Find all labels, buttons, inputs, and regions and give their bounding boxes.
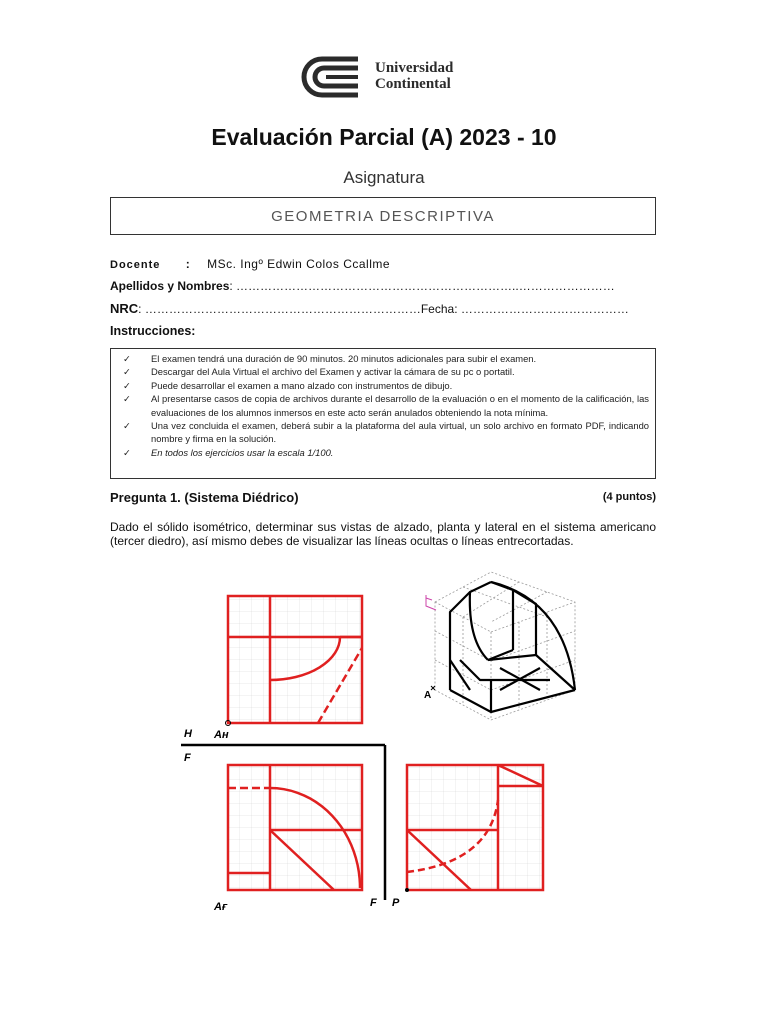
question-points: (4 puntos)	[602, 491, 656, 503]
label-p: P	[392, 897, 400, 909]
isometric-solid	[424, 572, 575, 720]
nrc-dots: : ……………………………………………………………	[138, 302, 421, 316]
apellidos-dots: : ……………………………………………………………..……………………	[229, 279, 615, 293]
logo-line-2: Continental	[375, 76, 451, 92]
instruction-item: ✓ Descargar del Aula Virtual el archivo del Examen y activar la cámara de su pc o portatil.	[123, 366, 515, 378]
course-name-box: GEOMETRIA DESCRIPTIVA	[110, 197, 656, 235]
exam-subtitle: Asignatura	[343, 168, 425, 187]
label-h: H	[184, 728, 192, 740]
label-f-top: F	[184, 752, 191, 764]
question-title: Pregunta 1. (Sistema Diédrico)	[110, 490, 299, 505]
check-icon: ✓	[123, 420, 131, 432]
docente-row	[110, 257, 390, 271]
instrucciones-label: Instrucciones:	[110, 324, 196, 338]
instrucciones-row	[110, 324, 195, 338]
docente-label: Docente	[110, 259, 161, 271]
point-a-side	[405, 888, 409, 892]
check-icon: ✓	[123, 446, 131, 458]
label-af: Aғ	[214, 901, 228, 913]
apellidos-label: Apellidos y Nombres	[110, 279, 230, 293]
label-iso-a: A	[424, 690, 432, 701]
front-view-alzado	[228, 765, 362, 890]
nrc-label: NRC	[110, 301, 139, 316]
instruction-item: ✓ En todos los ejercicios usar la escala 1/100.	[123, 446, 334, 458]
instruction-item: ✓ Al presentarse casos de copia de archivos durante el desarrollo de la evaluación o en el momento de la calificación, las evaluaciones de los alumnos inmersos en este acto serán anulados obteniendo la nota mínima.	[123, 393, 649, 418]
label-ah: Aʜ	[214, 729, 229, 741]
axis-marker-icon	[426, 595, 436, 610]
check-icon: ✓	[123, 366, 131, 378]
university-logo-icon	[300, 55, 366, 99]
top-view-planta	[228, 596, 362, 723]
exam-title: Evaluación Parcial (A) 2023 - 10	[211, 124, 557, 150]
university-name	[375, 60, 453, 92]
apellidos-row[interactable]	[110, 279, 615, 293]
orthographic-drawing	[0, 570, 768, 920]
label-f-bottom: F	[370, 897, 377, 909]
instruction-item: ✓ El examen tendrá una duración de 90 minutos. 20 minutos adicionales para subir el examen.	[123, 353, 537, 364]
docente-value: MSc. Ingº Edwin Colos Ccallme	[207, 257, 391, 271]
fecha-label: Fecha: ……………………………………	[420, 302, 629, 316]
check-icon: ✓	[123, 353, 131, 364]
instruction-item: ✓ Una vez concluida el examen, deberá subir a la plataforma del aula virtual, un solo archivo en formato PDF, indicando nombre y firma en la solución.	[123, 420, 649, 445]
question-heading	[110, 490, 656, 505]
docente-sep: :	[185, 257, 190, 271]
point-a-iso-icon	[431, 686, 435, 690]
check-icon: ✓	[123, 379, 131, 391]
logo-line-1: Universidad	[375, 60, 454, 76]
question-text: Dado el sólido isométrico, determinar sus vistas de alzado, planta y lateral en el sistema americano (tercer diedro), así mismo debes de visualizar las líneas ocultas o líneas entrecortadas.	[110, 520, 656, 548]
instructions-box	[110, 348, 656, 479]
side-view-lateral	[407, 765, 543, 890]
nrc-row[interactable]	[110, 301, 629, 316]
check-icon: ✓	[123, 393, 131, 405]
instructions-list	[121, 352, 649, 459]
instruction-item: ✓ Puede desarrollar el examen a mano alzado con instrumentos de dibujo.	[123, 379, 453, 391]
